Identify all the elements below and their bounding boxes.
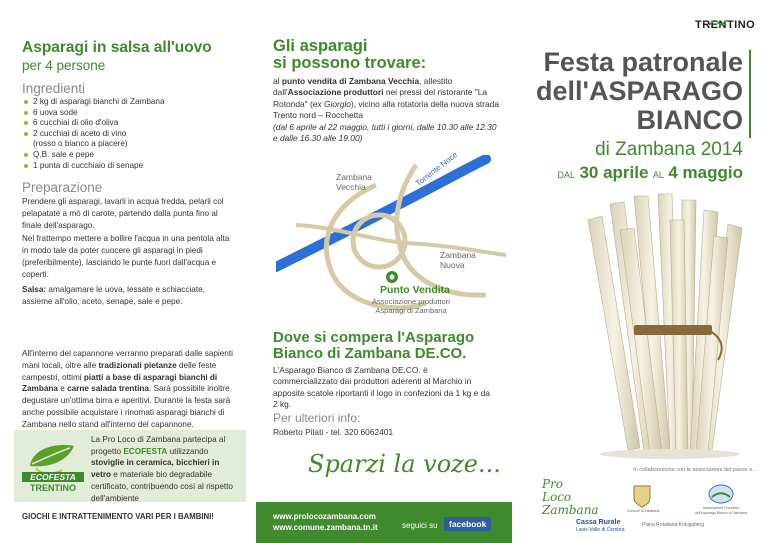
- more-info-heading: Per ulteriori info:: [273, 411, 361, 425]
- cover-panel: [512, 0, 768, 543]
- bullet-icon: [24, 100, 28, 104]
- map-pin-subtitle: Associazione produttori Asparagi di Zambana: [372, 297, 450, 315]
- recipe-title: Asparagi in salsa all'uovo: [22, 39, 212, 56]
- salsa-text: Salsa: amalgamare le uova, lessate e schiacciate, assieme all'olio, aceto, senape, sale e pepe.: [22, 285, 205, 307]
- collab-text: In collaborazione con le associazioni del paese e...: [633, 467, 757, 473]
- link-proloco[interactable]: www.prolocozambana.com: [273, 512, 376, 521]
- piana-rotaliana-logo: Piana Rotaliana Königsberg: [642, 522, 704, 528]
- ingredient-item: 6 cucchiai di olio d'oliva: [24, 118, 239, 129]
- ecofesta-box: [14, 430, 246, 502]
- ecofesta-logo: [22, 438, 84, 494]
- cover-title: Festa patronale dell'ASPARAGO BIANCO: [536, 47, 743, 135]
- proloco-logo-text: Pro Loco Zambana: [542, 477, 599, 517]
- recipe-panel: [0, 0, 256, 543]
- deco-text: L'Asparago Bianco di Zambana DE.CO. è commercializzato dai produttori aderenti al Marchio in apposite scatole riportanti il logo in confezioni da 1 kg e da 2 kg.: [273, 365, 490, 410]
- cassa-rurale-logo: Cassa Rurale Lavis-Valle di Cembra: [576, 519, 625, 533]
- cover-subtitle: di Zambana 2014: [595, 139, 743, 160]
- map-pin-title: Punto Vendita: [379, 284, 450, 296]
- ingredients-list: [24, 97, 239, 171]
- link-comune[interactable]: www.comune.zambana.tn.it: [273, 523, 378, 532]
- festa-info-text: All'interno del capannone verranno preparati dalle sapienti mani locali, oltre alle tradizionali pietanze delle feste campestri, ottimi piatti a base di asparagi bianchi di Zambana e carne salada trentina. Sarà possibile inoltre degustare un'ottima birra e aperitivi. Durante la festa sarà anche possibile acquistare i rinomati asparagi bianchi di Zambana nello stand all'interno del capannone.: [22, 349, 233, 429]
- info-panel: [256, 0, 512, 543]
- prep-text: Prendere gli asparagi, lavarli in acqua fredda, pelarli col pelapatate a mò di carote, partendo dalla punta fino al finale dell'asparago. Nel frattempo mettere a bollire l'acqua in una pentola alta in modo tale da poter cuocere gli asparagi in piedi (preferibilmente), lasciando le punte fuori dall'acqua e coperti.: [22, 197, 230, 280]
- recipe-subtitle: per 4 persone: [22, 58, 106, 73]
- asparagus-bundle-icon: [558, 190, 758, 460]
- comune-logo-text: Comune di Zambana: [626, 509, 660, 513]
- facebook-button[interactable]: facebook: [444, 517, 491, 531]
- prep-heading: Preparazione: [22, 180, 103, 195]
- bullet-icon: [24, 111, 28, 115]
- comune-crest-icon: [632, 484, 652, 508]
- map-label-vecchia: Zambana Vecchia: [336, 172, 372, 192]
- bullet-icon: [24, 132, 28, 136]
- map-label-torrente: Torrente Noce: [414, 150, 460, 189]
- proloco-logo: [542, 477, 599, 517]
- slogan: Sparzi la voze...: [308, 450, 501, 478]
- ingredient-item: 2 kg di asparagi bianchi di Zambana: [24, 97, 239, 108]
- bullet-icon: [24, 153, 28, 157]
- ecofesta-logo-region: TRENTINO: [30, 483, 76, 493]
- bullet-icon: [24, 164, 28, 168]
- seguici-label: seguici su: [402, 521, 438, 530]
- deco-title: Dove si compera l'Asparago Bianco di Zambana DE.CO.: [273, 329, 475, 362]
- trentino-logo: TRENTINO: [695, 19, 756, 31]
- ecofesta-logo-word: ECOFESTA: [22, 472, 84, 482]
- title-accent-bar: [749, 50, 751, 138]
- asparagus-illustration: [558, 190, 758, 460]
- trentino-mark-icon: [709, 13, 727, 19]
- footer-bar: [256, 502, 512, 543]
- ingredient-item: 6 uova sode: [24, 108, 239, 119]
- giochi-text: GIOCHI E INTRATTENIMENTO VARI PER I BAMBINI!: [22, 512, 214, 521]
- dove-title: Gli asparagi si possono trovare:: [273, 37, 427, 73]
- twine-band: [634, 325, 712, 335]
- produttori-logo-text: Associazione Produttori dell'Asparago Bianco di Zambana: [694, 506, 748, 515]
- ingredient-item: 2 cucchiai di aceto di vino (rosso o bianco a piacere): [24, 129, 239, 150]
- cover-dates: DAL 30 aprile AL 4 maggio: [557, 163, 743, 182]
- ingredients-heading: Ingredienti: [22, 81, 86, 96]
- ingredient-item: Q.B. sale e pepe: [24, 150, 239, 161]
- bullet-icon: [24, 121, 28, 125]
- ingredient-item: 1 punta di cucchiaio di senape: [24, 161, 239, 172]
- map-label-nuova: Zambana Nuova: [440, 250, 476, 270]
- ecofesta-text: La Pro Loco di Zambana partecipa al progetto ECOFESTA utilizzando stoviglie in ceramica, bicchieri in vetro e materiale bio degradabile certificato, contribuendo così al rispetto dell'ambiente: [91, 435, 233, 503]
- contact-text: Roberto Pilati - tel. 320 6062401: [273, 427, 394, 437]
- dove-text: al punto vendita di Zambana Vecchia, allestito dall'Associazione produttori nei pressi del ristorante "La Rotonda" (ex Giorgio), vicino alla rotatoria della nuova strada Trento nord – Rocchetta (dal 6 aprile al 22 maggio, tutti i giorni, dalle 10.30 alle 12.30 e dalle 16.30 alle 19.00): [273, 76, 499, 144]
- produttori-logo-icon: [708, 484, 734, 504]
- location-map[interactable]: [276, 150, 506, 320]
- footer-links: [273, 511, 378, 533]
